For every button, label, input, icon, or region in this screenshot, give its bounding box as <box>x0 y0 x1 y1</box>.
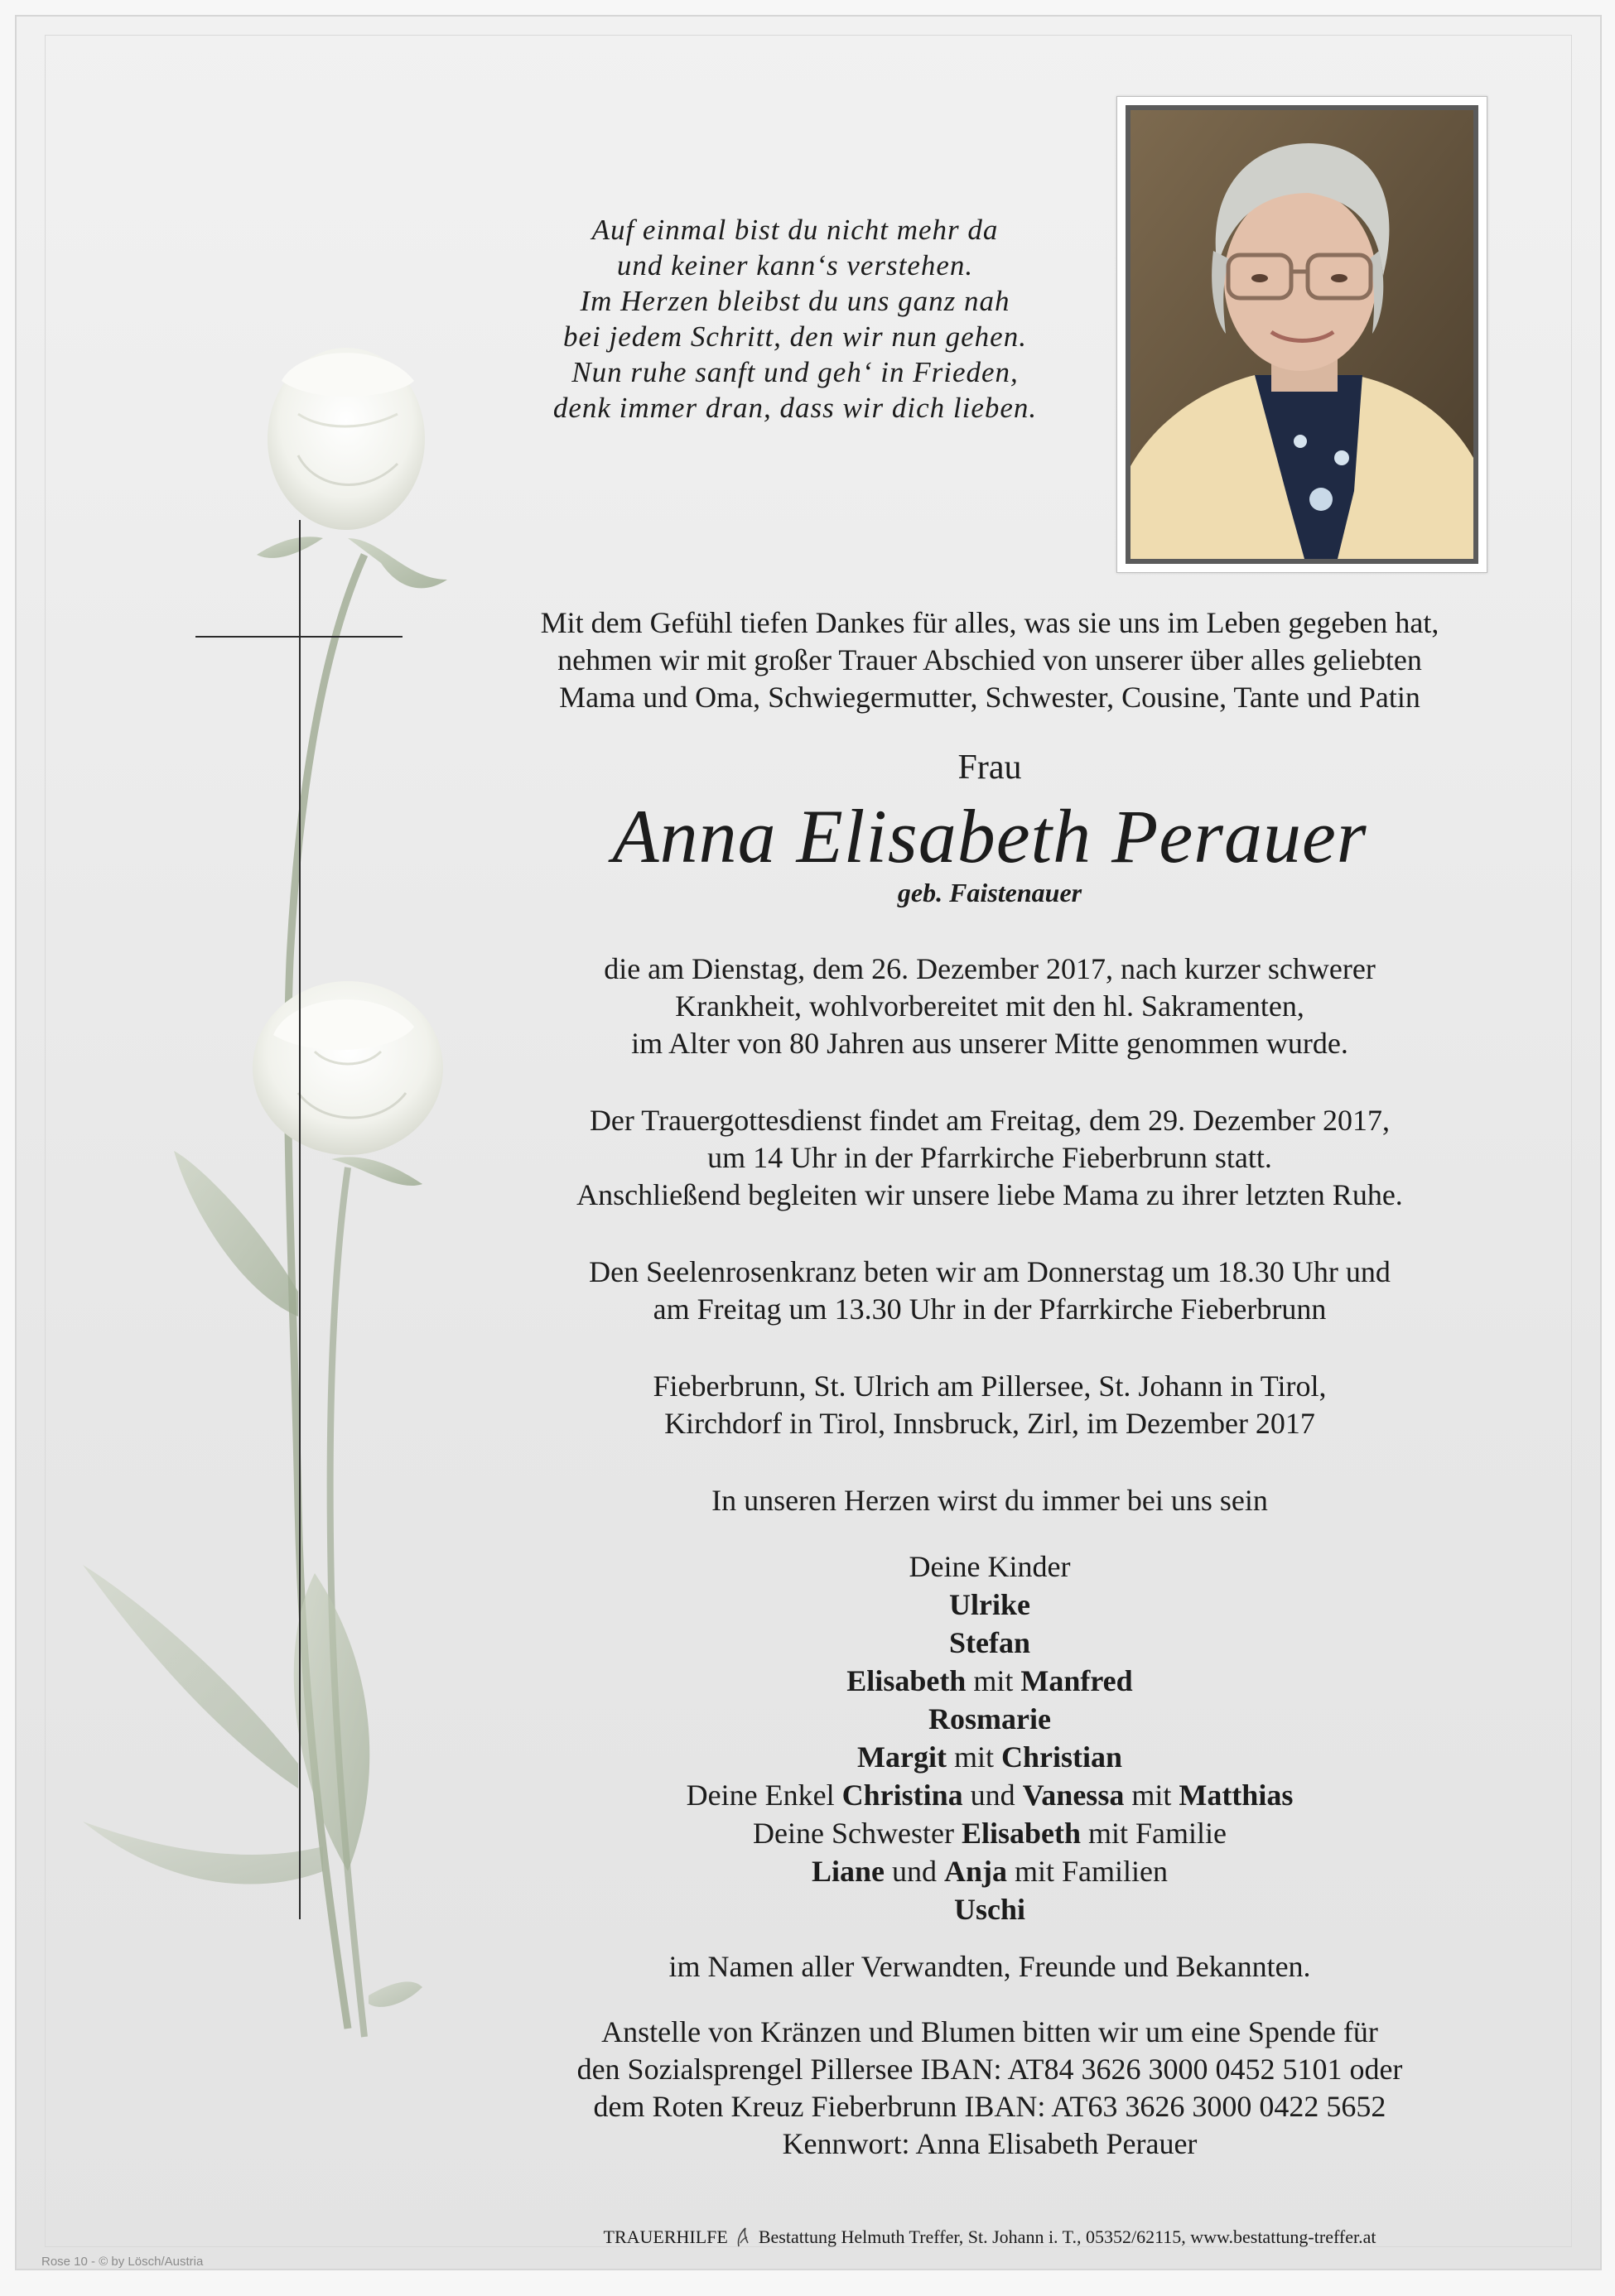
obituary-sheet <box>15 15 1602 2270</box>
poem-line: Nun ruhe sanft und geh‘ in Frieden, <box>571 356 1019 388</box>
poem-line: Im Herzen bleibst du uns ganz nah <box>580 285 1010 317</box>
connector: und <box>892 1855 937 1888</box>
funeral-line: Anschließend begleiten wir unsere liebe Mama zu ihrer letzten Ruhe. <box>576 1178 1403 1211</box>
death-notice-line: Krankheit, wohlvorbereitet mit den hl. Sakramenten, <box>675 989 1304 1023</box>
enkel-label: Deine Enkel <box>686 1779 835 1812</box>
cross-horizontal-bar <box>195 636 403 638</box>
relative-name: Anja <box>944 1855 1008 1888</box>
child-name: Margit <box>857 1740 947 1774</box>
deceased-name: Anna Elisabeth Perauer <box>612 794 1367 878</box>
portrait-photo <box>1126 105 1478 564</box>
family-line <box>389 1852 1590 1890</box>
connector: mit Familien <box>1015 1855 1169 1888</box>
intro-paragraph <box>389 604 1590 716</box>
intro-line: nehmen wir mit großer Trauer Abschied von unserer über alles geliebten <box>557 643 1422 676</box>
connector: mit <box>953 1740 994 1774</box>
family-list <box>389 1548 1590 1928</box>
obituary-text <box>389 604 1590 2163</box>
funeral-line: Der Trauergottesdienst findet am Freitag, dem 29. Dezember 2017, <box>589 1104 1391 1137</box>
footer-credit <box>381 2226 1598 2249</box>
donation-line: Kennwort: Anna Elisabeth Perauer <box>782 2127 1198 2160</box>
poem-line: Auf einmal bist du nicht mehr da <box>591 214 999 246</box>
funeral-paragraph <box>389 1102 1590 1214</box>
child-name: Ulrike <box>949 1588 1030 1621</box>
cross-vertical-bar <box>299 520 301 1919</box>
death-notice-line: im Alter von 80 Jahren aus unserer Mitte genommen wurde. <box>631 1027 1348 1060</box>
places-line: Kirchdorf in Tirol, Innsbruck, Zirl, im Dezember 2017 <box>664 1407 1315 1440</box>
partner-name: Christian <box>1000 1740 1122 1774</box>
connector: und <box>970 1779 1015 1812</box>
connector: mit Familie <box>1087 1817 1227 1850</box>
schwester-label: Deine Schwester <box>753 1817 954 1850</box>
portrait-illustration <box>1130 110 1473 559</box>
family-line <box>389 1662 1590 1700</box>
death-notice-paragraph <box>389 951 1590 1062</box>
child-name: Stefan <box>949 1626 1030 1659</box>
donation-line: den Sozialsprengel Pillersee IBAN: AT84 3626 3000 0452 5101 oder <box>576 2053 1403 2086</box>
places-line: Fieberbrunn, St. Ulrich am Pillersee, St. Johann in Tirol, <box>653 1369 1327 1403</box>
rosary-paragraph <box>389 1254 1590 1328</box>
grandchild-name: Christina <box>841 1779 963 1812</box>
image-credit: Rose 10 - © by Lösch/Austria <box>41 2255 204 2269</box>
places-paragraph <box>389 1368 1590 1442</box>
closing-line: im Namen aller Verwandten, Freunde und Bekannten. <box>668 1950 1311 1983</box>
funeral-line: um 14 Uhr in der Pfarrkirche Fieberbrunn statt. <box>707 1141 1272 1174</box>
poem-line: denk immer dran, dass wir dich lieben. <box>552 392 1038 424</box>
footer-text: Bestattung Helmuth Treffer, St. Johann i. T., 05352/62115, www.bestattung-treffer.at <box>758 2226 1376 2247</box>
family-line <box>389 1776 1590 1814</box>
maiden-name: geb. Faistenauer <box>897 878 1082 907</box>
rosary-line: Den Seelenrosenkranz beten wir am Donnerstag um 18.30 Uhr und <box>589 1255 1391 1288</box>
trauerhilfe-logo-icon <box>735 2226 750 2248</box>
connector: mit <box>1131 1779 1172 1812</box>
relative-name: Uschi <box>953 1893 1025 1926</box>
family-line <box>389 1814 1590 1852</box>
sister-name: Elisabeth <box>961 1817 1081 1850</box>
death-notice-line: die am Dienstag, dem 26. Dezember 2017, nach kurzer schwerer <box>604 952 1376 985</box>
donation-paragraph <box>389 2014 1590 2163</box>
kinder-label: Deine Kinder <box>909 1550 1071 1583</box>
salutation: Frau <box>957 748 1022 787</box>
partner-name: Matthias <box>1179 1779 1294 1812</box>
hearts-line: In unseren Herzen wirst du immer bei uns sein <box>711 1484 1268 1517</box>
grandchild-name: Vanessa <box>1022 1779 1125 1812</box>
footer-brand: TRAUERHILFE <box>603 2226 728 2247</box>
poem-line: und keiner kann‘s verstehen. <box>616 249 974 282</box>
family-line <box>389 1738 1590 1776</box>
child-name: Elisabeth <box>846 1664 967 1697</box>
child-name: Rosmarie <box>928 1702 1051 1735</box>
donation-line: Anstelle von Kränzen und Blumen bitten wir um eine Spende für <box>601 2015 1378 2048</box>
rosary-line: am Freitag um 13.30 Uhr in der Pfarrkirche Fieberbrunn <box>653 1292 1327 1326</box>
relative-name: Liane <box>811 1855 885 1888</box>
memorial-poem <box>456 212 1135 426</box>
partner-name: Manfred <box>1020 1664 1133 1697</box>
poem-line: bei jedem Schritt, den wir nun gehen. <box>563 320 1027 353</box>
intro-line: Mit dem Gefühl tiefen Dankes für alles, was sie uns im Leben gegeben hat, <box>540 606 1439 639</box>
donation-line: dem Roten Kreuz Fieberbrunn IBAN: AT63 3626 3000 0422 5652 <box>593 2090 1386 2123</box>
portrait-photo-frame <box>1116 96 1487 573</box>
connector: mit <box>973 1664 1014 1697</box>
intro-line: Mama und Oma, Schwiegermutter, Schwester, Cousine, Tante und Patin <box>559 681 1420 714</box>
